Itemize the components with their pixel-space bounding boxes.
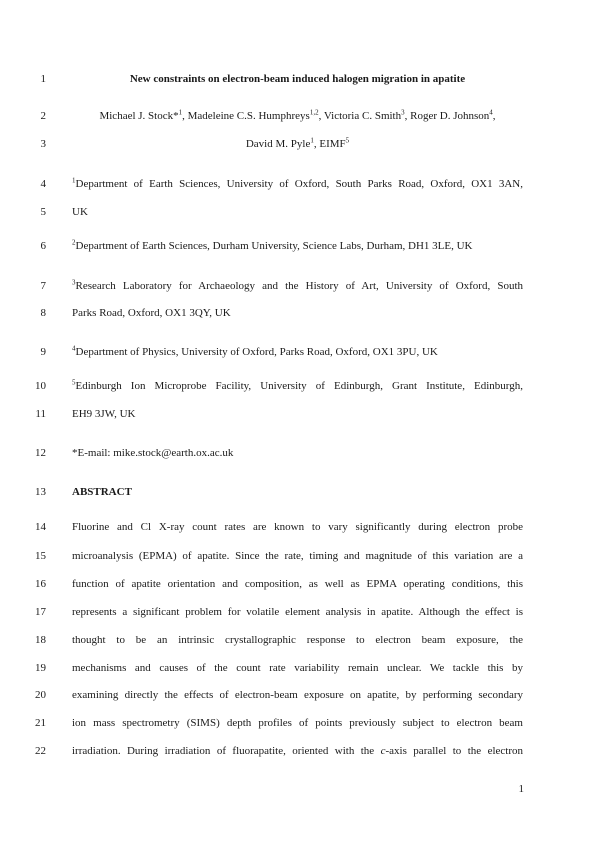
line-number: 10 (35, 380, 46, 392)
line-number: 21 (35, 717, 46, 729)
abstract-line: mechanisms and causes of the count rate variability remain unclear. We tackle this by (72, 662, 523, 674)
author-name: , Victoria C. Smith (318, 110, 402, 122)
affiliation-mark: 2 (72, 238, 76, 247)
abstract-line: represents a significant problem for volatile element analysis in apatite. Although the effect is (72, 606, 523, 618)
author-separator: , (492, 110, 496, 122)
affiliation-mark: 4 (72, 344, 76, 353)
line-number: 1 (40, 73, 46, 85)
line-number: 4 (40, 178, 46, 190)
author-name: David M. Pyle (245, 138, 311, 150)
affiliation-mark: 5 (72, 378, 76, 387)
author-affiliation-mark: 1,2 (309, 108, 319, 117)
paper-title: New constraints on electron-beam induced halogen migration in apatite (129, 73, 466, 85)
line-number: 18 (35, 634, 46, 646)
affiliation-mark: 1 (72, 176, 76, 185)
abstract-heading: ABSTRACT (72, 486, 132, 498)
abstract-line: microanalysis (EPMA) of apatite. Since the rate, timing and magnitude of this variation are a (72, 550, 523, 562)
line-number: 15 (35, 550, 46, 562)
abstract-line: ion mass spectrometry (SIMS) depth profiles of points previously subject to electron beam (72, 717, 523, 729)
affiliation-line (72, 346, 523, 358)
page-number: 1 (518, 783, 524, 795)
abstract-line: Fluorine and Cl X-ray count rates are known to vary significantly during electron probe (72, 521, 523, 533)
line-number: 12 (35, 447, 46, 459)
author-name: , EIMF (313, 138, 346, 150)
author-line (72, 110, 523, 122)
line-number: 9 (40, 346, 46, 358)
corresponding-email: *E-mail: mike.stock@earth.ox.ac.uk (72, 447, 234, 459)
author-affiliation-mark: 1 (310, 136, 314, 145)
line-number: 8 (40, 307, 46, 319)
author-affiliation-mark: 3 (401, 108, 405, 117)
author-name: Michael J. Stock* (99, 110, 179, 122)
line-number: 14 (35, 521, 46, 533)
line-number: 11 (35, 408, 46, 420)
line-number: 20 (35, 689, 46, 701)
abstract-line (72, 745, 523, 757)
abstract-text: -axis parallel to the electron (385, 745, 523, 757)
line-number: 6 (40, 240, 46, 252)
abstract-line: thought to be an intrinsic crystallographic response to electron beam exposure, the (72, 634, 523, 646)
affiliation-text: Department of Physics, University of Oxford, Parks Road, Oxford, OX1 3PU, UK (75, 346, 438, 358)
affiliation-line: Parks Road, Oxford, OX1 3QY, UK (72, 307, 231, 319)
author-affiliation-mark: 4 (489, 108, 493, 117)
affiliation-text: Edinburgh Ion Microprobe Facility, University of Edinburgh, Grant Institute, Edinburgh, (75, 380, 523, 392)
line-number: 13 (35, 486, 46, 498)
abstract-line: function of apatite orientation and composition, as well as EPMA operating conditions, this (72, 578, 523, 590)
line-number: 17 (35, 606, 46, 618)
affiliation-line (72, 380, 523, 392)
author-line (72, 138, 523, 150)
affiliation-line: UK (72, 206, 88, 218)
affiliation-text: Department of Earth Sciences, Durham University, Science Labs, Durham, DH1 3LE, UK (75, 240, 473, 252)
line-number: 3 (40, 138, 46, 150)
line-number: 5 (40, 206, 46, 218)
affiliation-mark: 3 (72, 278, 76, 287)
line-number: 7 (40, 280, 46, 292)
affiliation-line (72, 240, 523, 252)
abstract-italic-text: c (380, 745, 386, 757)
line-number: 22 (35, 745, 46, 757)
author-affiliation-mark: 1 (178, 108, 183, 117)
affiliation-line: EH9 3JW, UK (72, 408, 136, 420)
line-number: 16 (35, 578, 46, 590)
abstract-line: examining directly the effects of electron-beam exposure on apatite, by performing secondary (72, 689, 523, 701)
line-number: 2 (40, 110, 46, 122)
affiliation-line (72, 280, 523, 292)
author-name: , Roger D. Johnson (404, 110, 490, 122)
line-number: 19 (35, 662, 46, 674)
affiliation-text: Research Laboratory for Archaeology and the History of Art, University of Oxford, South (75, 280, 523, 292)
author-name: , Madeleine C.S. Humphreys (182, 110, 310, 122)
abstract-text: irradiation. During irradiation of fluorapatite, oriented with the (72, 745, 381, 757)
affiliation-line (72, 178, 523, 190)
author-affiliation-mark: 5 (345, 136, 350, 145)
affiliation-text: Department of Earth Sciences, University of Oxford, South Parks Road, Oxford, OX1 3AN, (75, 178, 523, 190)
